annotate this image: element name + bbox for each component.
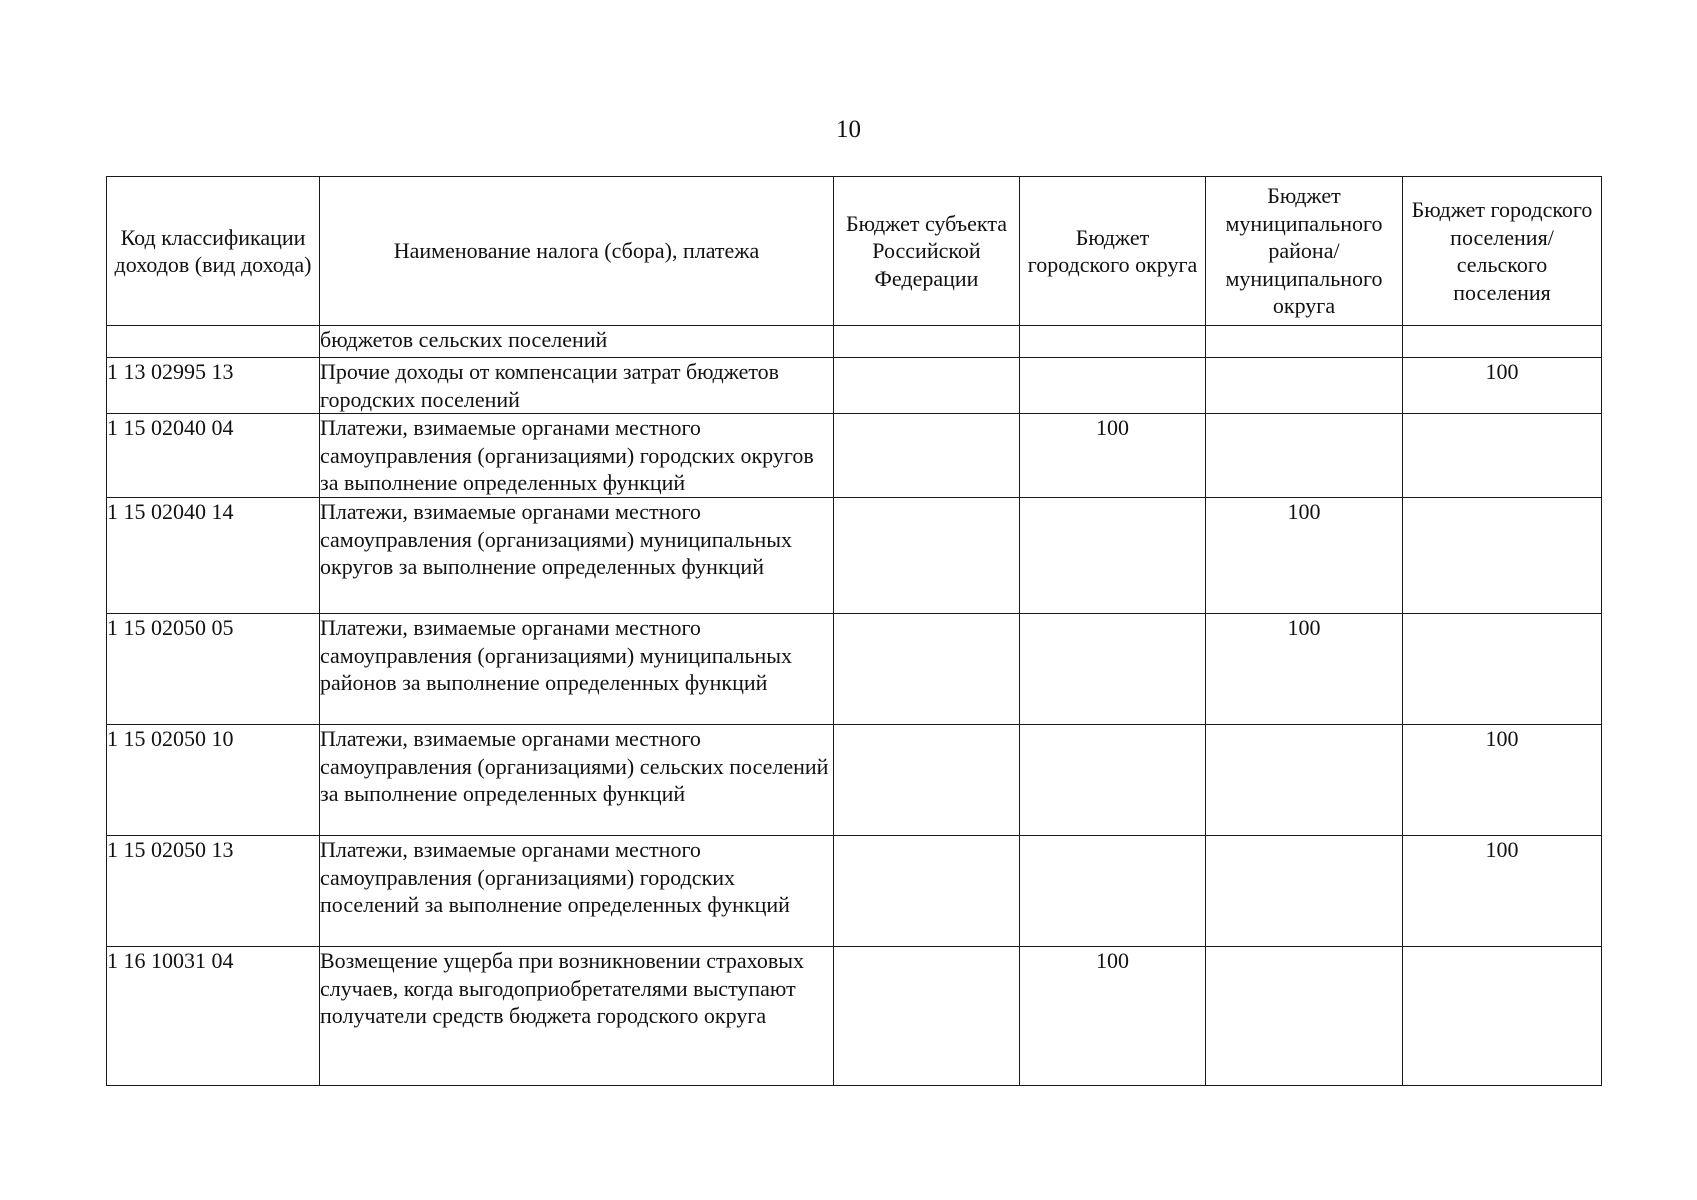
table-row: [107, 836, 1602, 947]
settlement-budget-cell: [1403, 947, 1602, 1086]
header-code: Код классификации доходов (вид дохода): [107, 177, 320, 326]
table-row: [107, 614, 1602, 725]
city-district-budget-cell: [1020, 358, 1206, 414]
name-cell: Платежи, взимаемые органами местного самоуправления (организациями) муниципальных районов за выполнение определенных функций: [320, 614, 834, 725]
settlement-budget-cell: [1403, 326, 1602, 358]
table-row: [107, 414, 1602, 498]
subject-budget-cell: [834, 947, 1020, 1086]
table-row: [107, 725, 1602, 836]
municipal-district-budget-cell: 100: [1206, 498, 1403, 614]
table-header-row: [107, 177, 1602, 326]
city-district-budget-cell: [1020, 836, 1206, 947]
city-district-budget-cell: [1020, 326, 1206, 358]
settlement-budget-cell: 100: [1403, 725, 1602, 836]
name-cell: Прочие доходы от компенсации затрат бюджетов городских поселений: [320, 358, 834, 414]
header-settlement-budget: Бюджет городского поселения/ сельского поселения: [1403, 177, 1602, 326]
code-cell: [107, 326, 320, 358]
name-cell: Платежи, взимаемые органами местного самоуправления (организациями) муниципальных округов за выполнение определенных функций: [320, 498, 834, 614]
name-cell: Платежи, взимаемые органами местного самоуправления (организациями) городских округов за выполнение определенных функций: [320, 414, 834, 498]
municipal-district-budget-cell: [1206, 836, 1403, 947]
city-district-budget-cell: [1020, 498, 1206, 614]
table-row: [107, 498, 1602, 614]
subject-budget-cell: [834, 725, 1020, 836]
subject-budget-cell: [834, 498, 1020, 614]
code-cell: 1 15 02040 04: [107, 414, 320, 498]
code-cell: 1 16 10031 04: [107, 947, 320, 1086]
municipal-district-budget-cell: [1206, 414, 1403, 498]
table-row: [107, 947, 1602, 1086]
table-row: [107, 358, 1602, 414]
header-subject-budget: Бюджет субъекта Российской Федерации: [834, 177, 1020, 326]
header-municipal-district-budget: Бюджет муниципального района/ муниципального округа: [1206, 177, 1403, 326]
subject-budget-cell: [834, 614, 1020, 725]
municipal-district-budget-cell: [1206, 725, 1403, 836]
subject-budget-cell: [834, 358, 1020, 414]
page-number: 10: [836, 116, 861, 143]
subject-budget-cell: [834, 326, 1020, 358]
municipal-district-budget-cell: [1206, 947, 1403, 1086]
header-city-district-budget: Бюджет городского округа: [1020, 177, 1206, 326]
settlement-budget-cell: 100: [1403, 836, 1602, 947]
subject-budget-cell: [834, 414, 1020, 498]
table-row: [107, 326, 1602, 358]
settlement-budget-cell: 100: [1403, 358, 1602, 414]
name-cell: бюджетов сельских поселений: [320, 326, 834, 358]
settlement-budget-cell: [1403, 498, 1602, 614]
name-cell: Платежи, взимаемые органами местного самоуправления (организациями) сельских поселений за выполнение определенных функций: [320, 725, 834, 836]
city-district-budget-cell: 100: [1020, 947, 1206, 1086]
city-district-budget-cell: 100: [1020, 414, 1206, 498]
code-cell: 1 15 02050 13: [107, 836, 320, 947]
municipal-district-budget-cell: [1206, 358, 1403, 414]
code-cell: 1 15 02050 05: [107, 614, 320, 725]
settlement-budget-cell: [1403, 414, 1602, 498]
revenue-distribution-table: [106, 176, 1602, 1086]
settlement-budget-cell: [1403, 614, 1602, 725]
code-cell: 1 15 02050 10: [107, 725, 320, 836]
city-district-budget-cell: [1020, 614, 1206, 725]
code-cell: 1 15 02040 14: [107, 498, 320, 614]
subject-budget-cell: [834, 836, 1020, 947]
municipal-district-budget-cell: 100: [1206, 614, 1403, 725]
name-cell: Возмещение ущерба при возникновении страховых случаев, когда выгодоприобретателями выступают получатели средств бюджета городского округа: [320, 947, 834, 1086]
municipal-district-budget-cell: [1206, 326, 1403, 358]
city-district-budget-cell: [1020, 725, 1206, 836]
code-cell: 1 13 02995 13: [107, 358, 320, 414]
header-name: Наименование налога (сбора), платежа: [320, 177, 834, 326]
name-cell: Платежи, взимаемые органами местного самоуправления (организациями) городских поселений за выполнение определенных функций: [320, 836, 834, 947]
